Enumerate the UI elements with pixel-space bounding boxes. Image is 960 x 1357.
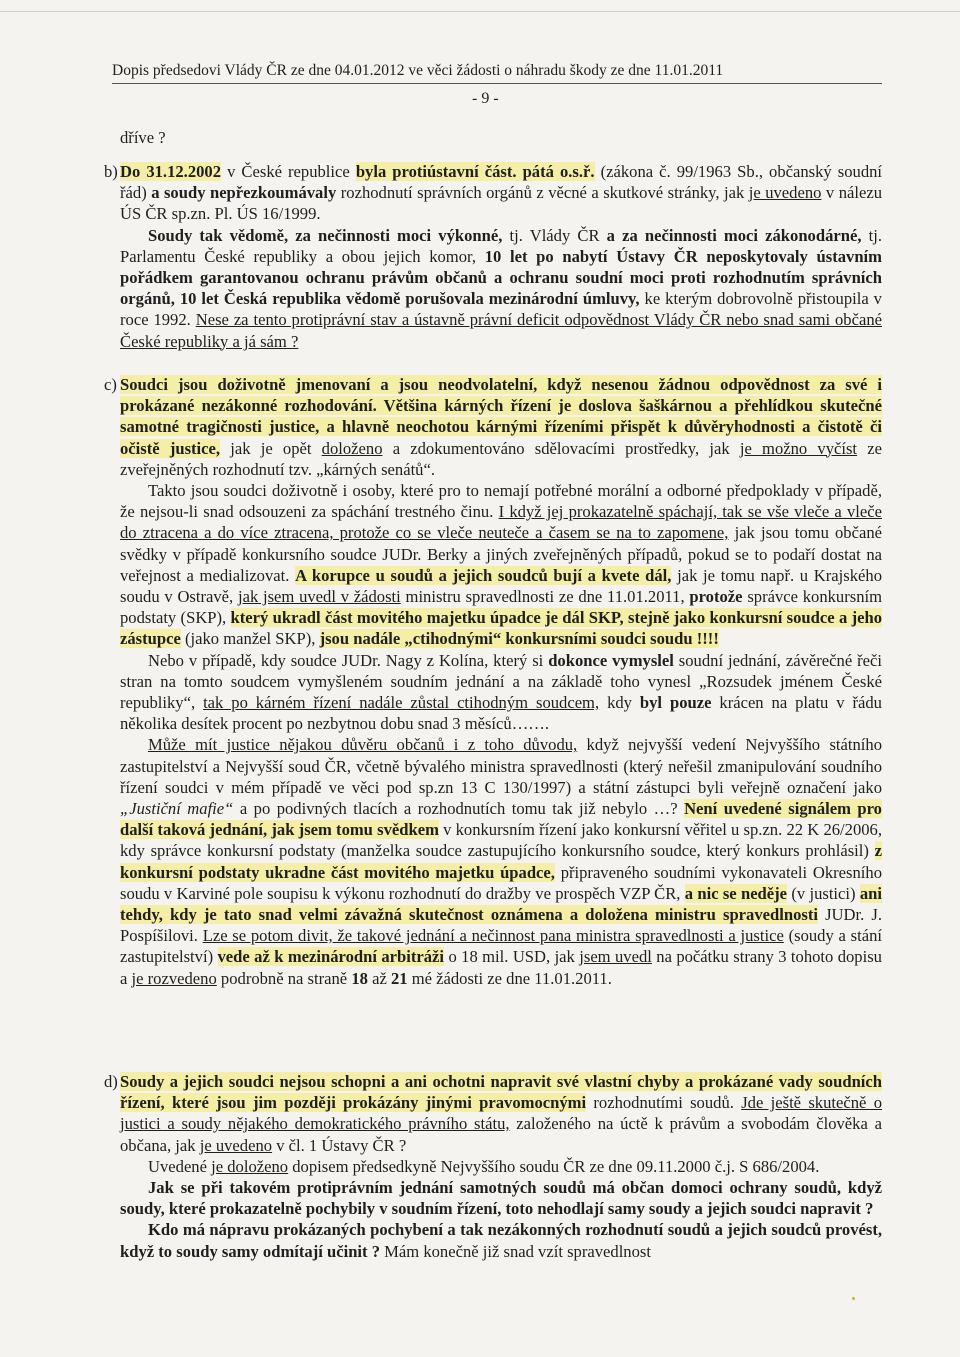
scan-speck xyxy=(852,1297,855,1300)
section-b-paragraph-2: Soudy tak vědomě, za nečinnosti moci výkonné, tj. Vlády ČR a za nečinnosti moci zákonodárné, tj. Parlamentu České republiky a obou jejich komor, 10 let po nabytí Ústavy ČR neposkytovaly ústavním pořádkem garantovanou ochranu právům občanů a ochranu soudní moci proti rozhodnutím správních orgánů, 10 let Česká republika vědomě porušovala mezinárodní úmluvy, ke kterým dobrovolně přistoupila v roce 1992. Nese za tento protiprávní stav a ústavně právní deficit odpovědnost Vlády ČR nebo snad sami občané České republiky a já sám ? xyxy=(120,225,883,351)
section-c-paragraph-2: Takto jsou soudci doživotně i osoby, které pro to nemají potřebné morální a odborné předpoklady v případě, že nejsou-li snad odsouzeni za spáchání trestného činu. I když jej prokazatelně spáchají, tak se vše vleče a vleče do ztracena a do více ztracena, protože co se vleče neuteče a časem se na to zapomene, jak jsou tomu občané svědky v případě konkursního soudce JUDr. Berky a jiných zveřejněných případů, pokud se to podaří dostat na veřejnost a medializovat. A korupce u soudů a jejich soudců bují a kvete dál, jak je tomu např. u Krajského soudu v Ostravě, jak jsem uvedl v žádosti ministru spravedlnosti ze dne 11.01.2011, protože správce konkursním podstaty (SKP), který ukradl část movitého majetku úpadce je dál SKP, stejně jako konkursní soudce a jeho zástupce (jako manžel SKP), jsou nadále „ctihodnými“ konkursními soudci soudu !!!! xyxy=(120,481,883,649)
scan-edge-line xyxy=(0,11,960,12)
header-rule xyxy=(112,83,882,84)
section-d-paragraph-3: Jak se při takovém protiprávním jednání samotných soudů má občan domoci ochrany soudů, když soudy, které prokazatelně pochybily v soudním řízení, toto nehodlají samy soudy a jejich soudci napravit ? xyxy=(120,1178,882,1219)
section-c-label: c) xyxy=(104,375,117,394)
page-header: Dopis předsedovi Vlády ČR ze dne 04.01.2012 ve věci žádosti o náhradu škody ze dne 11.01.2011 xyxy=(112,62,724,79)
section-d-paragraph-1: Soudy a jejich soudci nejsou schopni a ani ochotni napravit své vlastní chyby a prokázané vady soudních řízení, které jsou jim později prokázány jinými pravomocnými rozhodnutími soudů. Jde ještě skutečně o justici a soudy nějakého demokratického právního státu, založeného na úctě k právům a svobodám člověka a občana, jak je uvedeno v čl. 1 Ústavy ČR ? xyxy=(120,1072,883,1155)
section-c-paragraph-4: Může mít justice nějakou důvěru občanů i z toho důvodu, když nejvyšší vedení Nejvyššího státního zastupitelství a Nejvyšší soud ČR, včetně bývalého ministra spravedlnosti (který neřešil zmanipulování soudního řízení soudci v mém případě ve věci pod sp.zn 13 C 130/1997) a státní zástupci byli veřejně označení jako „Justiční mafie“ a po podivných tlacích a rozhodnutích tomu tak již nebylo …? Není uvedené signálem pro další taková jednání, jak jsem tomu svědkem v konkursním řízení jako konkursní věřitel u sp.zn. 22 K 26/2006, kdy správce konkursní podstaty (manželka soudce zastupujícího konkursního soudce, který konkurs prohlásil) z konkursní podstaty ukradne část movitého majetku úpadce, připraveného soudními vykonavateli Okresního soudu v Karviné pole soupisu k výkonu rozhodnutí do dražby ve prospěch VZP ČR, a nic se neděje (v justici) ani tehdy, kdy je tato snad velmi závažná skutečnost oznámena a doložena ministru spravedlnosti JUDr. J. Pospíšilovi. Lze se potom divit, že takové jednání a nečinnost pana ministra spravedlnosti a justice (soudy a stání zastupitelství) vede až k mezinárodní arbitráži o 18 mil. USD, jak jsem uvedl na počátku strany 3 tohoto dopisu a je rozvedeno podrobně na straně 18 až 21 mé žádosti ze dne 11.01.2011. xyxy=(120,735,882,988)
section-c-paragraph-1: Soudci jsou doživotně jmenovaní a jsou neodvolatelní, když nesenou žádnou odpovědnost za své i prokázané nezákonné rozhodování. Většina kárných řízení je doslova šaškárnou a přehlídkou skutečné samotné tragičnosti justice, a hlavně neochotou kárnými řízeními přispět k důvěryhodnosti a čistotě či očistě justice, jak je opět doloženo a zdokumentováno sdělovacími prostředky, jak je možno vyčíst ze zveřejněných rozhodnutí tzv. „kárných senátů“. xyxy=(120,375,882,479)
intro-line: dříve ? xyxy=(120,128,166,147)
section-c-paragraph-3: Nebo v případě, kdy soudce JUDr. Nagy z Kolína, který si dokonce vymyslel soudní jednání, závěrečné řeči stran na tomto soudcem vymyšleném soudním jednání a na základě toho vynesl „Rozsudek jménem České republiky“, tak po kárném řízení nadále zůstal ctihodným soudcem, kdy byl pouze krácen na platu v řádu několika desítek procent po nezbytnou dobu snad 3 měsíců……. xyxy=(120,650,882,734)
section-b xyxy=(120,161,882,352)
section-d xyxy=(120,1071,882,1262)
intro-text xyxy=(120,127,882,148)
section-b-label: b) xyxy=(104,162,118,181)
section-d-label: d) xyxy=(104,1072,118,1091)
section-b-paragraph-1: Do 31.12.2002 v České republice byla protiústavní část. pátá o.s.ř. (zákona č. 99/1963 Sb., občanský soudní řád) a soudy nepřezkoumávaly rozhodnutí správních orgánů z věcné a skutkové stránky, jak je uvedeno v nálezu ÚS ČR sp.zn. Pl. ÚS 16/1999. xyxy=(120,162,883,224)
page-number: - 9 - xyxy=(472,90,499,107)
section-d-paragraph-2: Uvedené je doloženo dopisem předsedkyně Nejvyššího soudu ČR ze dne 09.11.2000 č.j. S 686/2004. xyxy=(148,1156,820,1176)
section-d-paragraph-4: Kdo má nápravu prokázaných pochybení a tak nezákonných rozhodnutí soudů a jejich soudců provést, když to soudy samy odmítají učinit ? Mám konečně již snad vzít spravedlnost xyxy=(120,1220,882,1261)
section-c xyxy=(120,374,882,989)
